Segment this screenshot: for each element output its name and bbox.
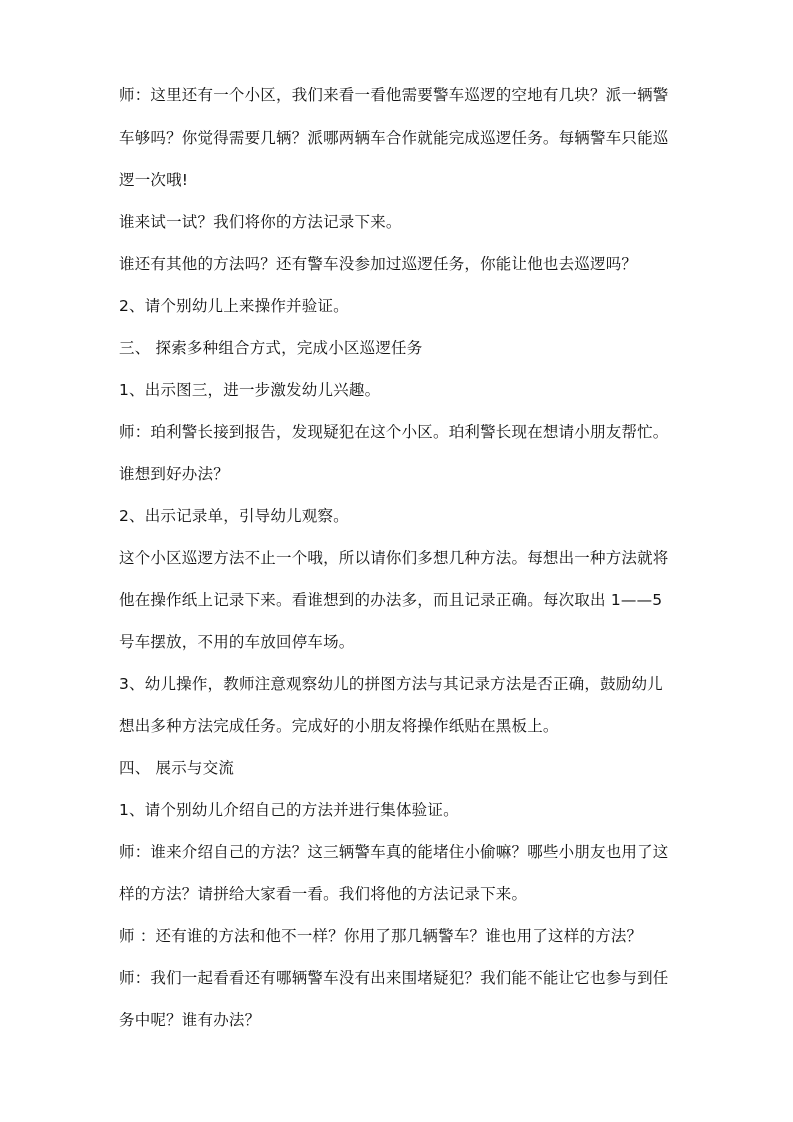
text-line: 谁来试一试？我们将你的方法记录下来。	[119, 213, 402, 231]
text-line: 师：珀利警长接到报告，发现疑犯在这个小区。珀利警长现在想请小朋友帮忙。	[119, 423, 669, 441]
text-line: 逻一次哦!	[119, 171, 189, 189]
text-line: 2、请个别幼儿上来操作并验证。	[119, 297, 349, 315]
text-line: 1、出示图三，进一步激发幼儿兴趣。	[119, 381, 381, 399]
text-line: 师：谁来介绍自己的方法？这三辆警车真的能堵住小偷嘛？哪些小朋友也用了这	[119, 843, 669, 861]
section-heading: 四、 展示与交流	[119, 759, 235, 777]
text-line: 师：这里还有一个小区，我们来看一看他需要警车巡逻的空地有几块？派一辆警	[119, 86, 669, 104]
text-line: 师 ：还有谁的方法和他不一样？你用了那几辆警车？谁也用了这样的方法？	[119, 927, 643, 945]
text-line: 车够吗？你觉得需要几辆？派哪两辆车合作就能完成巡逻任务。每辆警车只能巡	[119, 129, 669, 147]
text-line: 务中呢？谁有办法？	[119, 1011, 261, 1029]
text-line: 想出多种方法完成任务。完成好的小朋友将操作纸贴在黑板上。	[119, 717, 559, 735]
text-line: 2、出示记录单，引导幼儿观察。	[119, 507, 349, 525]
section-heading: 三、 探索多种组合方式，完成小区巡逻任务	[119, 339, 423, 357]
text-line: 谁想到好办法？	[119, 465, 229, 483]
text-line: 师：我们一起看看还有哪辆警车没有出来围堵疑犯？我们能不能让它也参与到任	[119, 969, 669, 987]
text-line: 这个小区巡逻方法不止一个哦，所以请你们多想几种方法。每想出一种方法就将	[119, 549, 669, 567]
text-line: 1、请个别幼儿介绍自己的方法并进行集体验证。	[119, 801, 459, 819]
text-line: 样的方法？请拼给大家看一看。我们将他的方法记录下来。	[119, 885, 528, 903]
text-line: 谁还有其他的方法吗？还有警车没参加过巡逻任务，你能让他也去巡逻吗？	[119, 255, 638, 273]
text-line: 3、幼儿操作，教师注意观察幼儿的拼图方法与其记录方法是否正确，鼓励幼儿	[119, 675, 663, 693]
text-line: 他在操作纸上记录下来。看谁想到的办法多，而且记录正确。每次取出 1——5	[119, 591, 663, 609]
text-line: 号车摆放，不用的车放回停车场。	[119, 633, 355, 651]
